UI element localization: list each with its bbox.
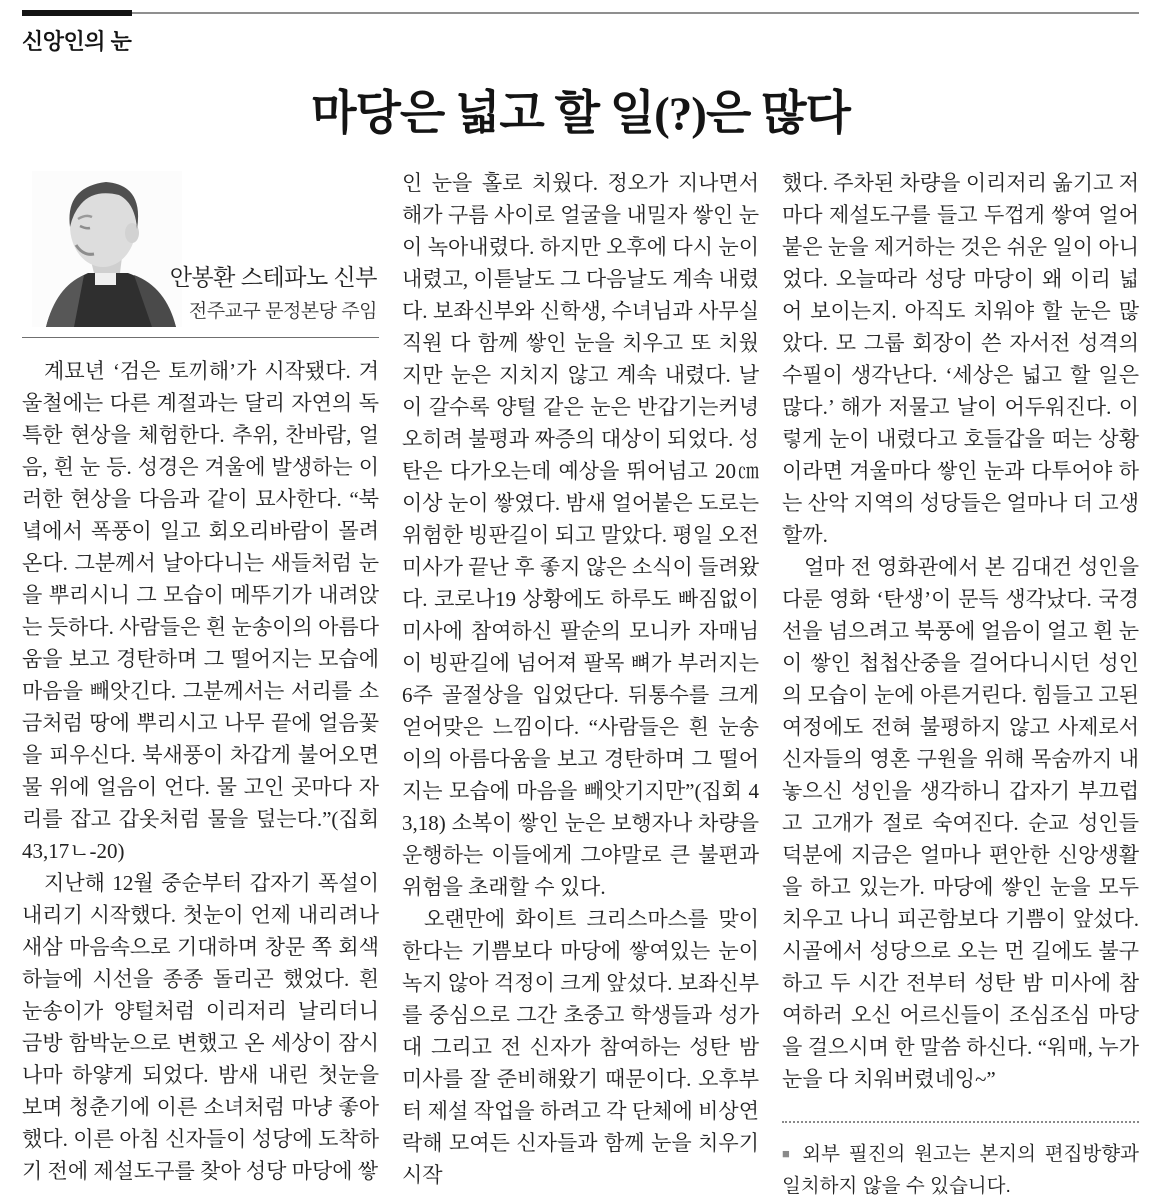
article-paragraph: 오랜만에 화이트 크리스마스를 맞이한다는 기쁨보다 마당에 쌓여있는 눈이 녹지 않아 걱정이 크게 앞섰다. 보좌신부를 중심으로 그간 초중고 학생들과 성가대 그리고 전 신자가 참여하는 성탄 밤 미사를 잘 준비해왔기 때문이다. 오후부터 제설 작업을 하려고 각 단체에 비상연락해 모여든 신자들과 함께 눈을 치우기 시작 — [402, 907, 759, 1187]
article-columns — [22, 167, 1139, 1201]
divider-thin-line — [22, 12, 1139, 14]
divider-thick-bar — [22, 10, 132, 16]
author-name: 안봉환 스테파노 신부 — [169, 264, 377, 290]
article-title: 마당은 넓고 할 일(?)은 많다 — [311, 88, 850, 140]
editorial-disclaimer — [782, 1121, 1139, 1201]
article-column-2 — [402, 167, 759, 1201]
section-divider — [22, 10, 1139, 16]
author-photo — [32, 171, 182, 327]
section-label: 신앙인의 눈 — [22, 29, 132, 54]
article-page — [0, 10, 1161, 1201]
article-paragraph: 계묘년 ‘검은 토끼해’가 시작됐다. 겨울철에는 다른 계절과는 달리 자연의 독특한 현상을 체험한다. 추위, 찬바람, 얼음, 흰 눈 등. 성경은 겨울에 발생하는 이러한 현상을 다음과 같이 묘사한다. “북녘에서 폭풍이 일고 회오리바람이 몰려온다. 그분께서 날아다니는 새들처럼 눈을 뿌리시니 그 모습이 메뚜기가 내려앉는 듯하다. 사람들은 흰 눈송이의 아름다움을 보고 경탄하며 그 떨어지는 모습에 마음을 빼앗긴다. 그분께서는 서리를 소금처럼 땅에 뿌리시고 나무 끝에 얼음꽃을 피우신다. 북새풍이 차갑게 불어오면 물 위에 얼음이 언다. 물 고인 곳마다 자리를 잡고 갑옷처럼 물을 덮는다.”(집회 43,17ㄴ-20) — [22, 359, 379, 863]
article-paragraph: 인 눈을 홀로 치웠다. 정오가 지나면서 해가 구름 사이로 얼굴을 내밀자 쌓인 눈이 녹아내렸다. 하지만 오후에 다시 눈이 내렸고, 이튿날도 그 다음날도 계속 내렸다. 보좌신부와 신학생, 수녀님과 사무실 직원 다 함께 쌓인 눈을 치우고 또 치웠지만 눈은 지치지 않고 계속 내렸다. 날이 갈수록 양털 같은 눈은 반갑기는커녕 오히려 불평과 짜증의 대상이 되었다. 성탄은 다가오는데 예상을 뛰어넘고 20㎝ 이상 눈이 쌓였다. 밤새 얼어붙은 도로는 위험한 빙판길이 되고 말았다. 평일 오전 미사가 끝난 후 좋지 않은 소식이 들려왔다. 코로나19 상황에도 하루도 빠짐없이 미사에 참여하신 팔순의 모니카 자매님이 빙판길에 넘어져 팔목 뼈가 부러지는 6주 골절상을 입었단다. 뒤통수를 크게 얻어맞은 느낌이다. “사람들은 흰 눈송이의 아름다움을 보고 경탄하며 그 떨어지는 모습에 마음을 빼앗기지만”(집회 43,18) 소복이 쌓인 눈은 보행자나 차량을 운행하는 이들에게 그야말로 큰 불편과 위험을 초래할 수 있다. — [402, 171, 759, 899]
square-bullet-icon: ■ — [782, 1146, 794, 1161]
article-paragraph: 했다. 주차된 차량을 이리저리 옮기고 저마다 제설도구를 들고 두껍게 쌓여 얼어붙은 눈을 제거하는 것은 쉬운 일이 아니었다. 오늘따라 성당 마당이 왜 이리 넓어 보이는지. 아직도 치워야 할 눈은 많았다. 모 그룹 회장이 쓴 자서전 성격의 수필이 생각난다. ‘세상은 넓고 할 일은 많다.’ 해가 저물고 날이 어두워진다. 이렇게 눈이 내렸다고 호들갑을 떠는 상황이라면 겨울마다 쌓인 눈과 다투어야 하는 산악 지역의 성당들은 얼마나 더 고생할까. — [782, 171, 1139, 547]
column-text — [402, 167, 759, 1191]
column-text — [782, 167, 1139, 1095]
author-role: 전주교구 문정본당 주임 — [188, 301, 377, 322]
article-column-1 — [22, 167, 379, 1201]
article-paragraph: 얼마 전 영화관에서 본 김대건 성인을 다룬 영화 ‘탄생’이 문득 생각났다. 국경선을 넘으려고 북풍에 얼음이 얼고 흰 눈이 쌓인 첩첩산중을 걸어다니시던 성인의 모습이 눈에 아른거린다. 힘들고 고된 여정에도 전혀 불평하지 않고 사제로서 신자들의 영혼 구원을 위해 목숨까지 내놓으신 성인을 생각하니 갑자기 부끄럽고 고개가 절로 숙여진다. 순교 성인들 덕분에 지금은 얼마나 편안한 신앙생활을 하고 있는가. 마당에 쌓인 눈을 모두 치우고 나니 피곤함보다 기쁨이 앞섰다. 시골에서 성당으로 오는 먼 길에도 불구하고 두 시간 전부터 성탄 밤 미사에 참여하러 오신 어르신들이 조심조심 마당을 걸으시며 한 말씀 하신다. “워매, 누가 눈을 다 치워버렸네잉~” — [782, 555, 1139, 1091]
article-paragraph: 지난해 12월 중순부터 갑자기 폭설이 내리기 시작했다. 첫눈이 언제 내리려나 새삼 마음속으로 기대하며 창문 쪽 회색 하늘에 시선을 종종 돌리곤 했었다. 흰 눈송이가 양털처럼 이리저리 날리더니 금방 함박눈으로 변했고 온 세상이 잠시나마 하얗게 되었다. 밤새 내린 첫눈을 보며 청춘기에 이른 소녀처럼 마냥 좋아했다. 이른 아침 신자들이 성당에 도착하기 전에 제설도구를 찾아 성당 마당에 쌓 — [22, 871, 379, 1183]
disclaimer-text: 외부 필진의 원고는 본지의 편집방향과 일치하지 않을 수 있습니다. — [782, 1143, 1139, 1197]
article-column-3 — [782, 167, 1139, 1201]
column-text — [22, 355, 379, 1187]
author-block — [22, 167, 379, 338]
